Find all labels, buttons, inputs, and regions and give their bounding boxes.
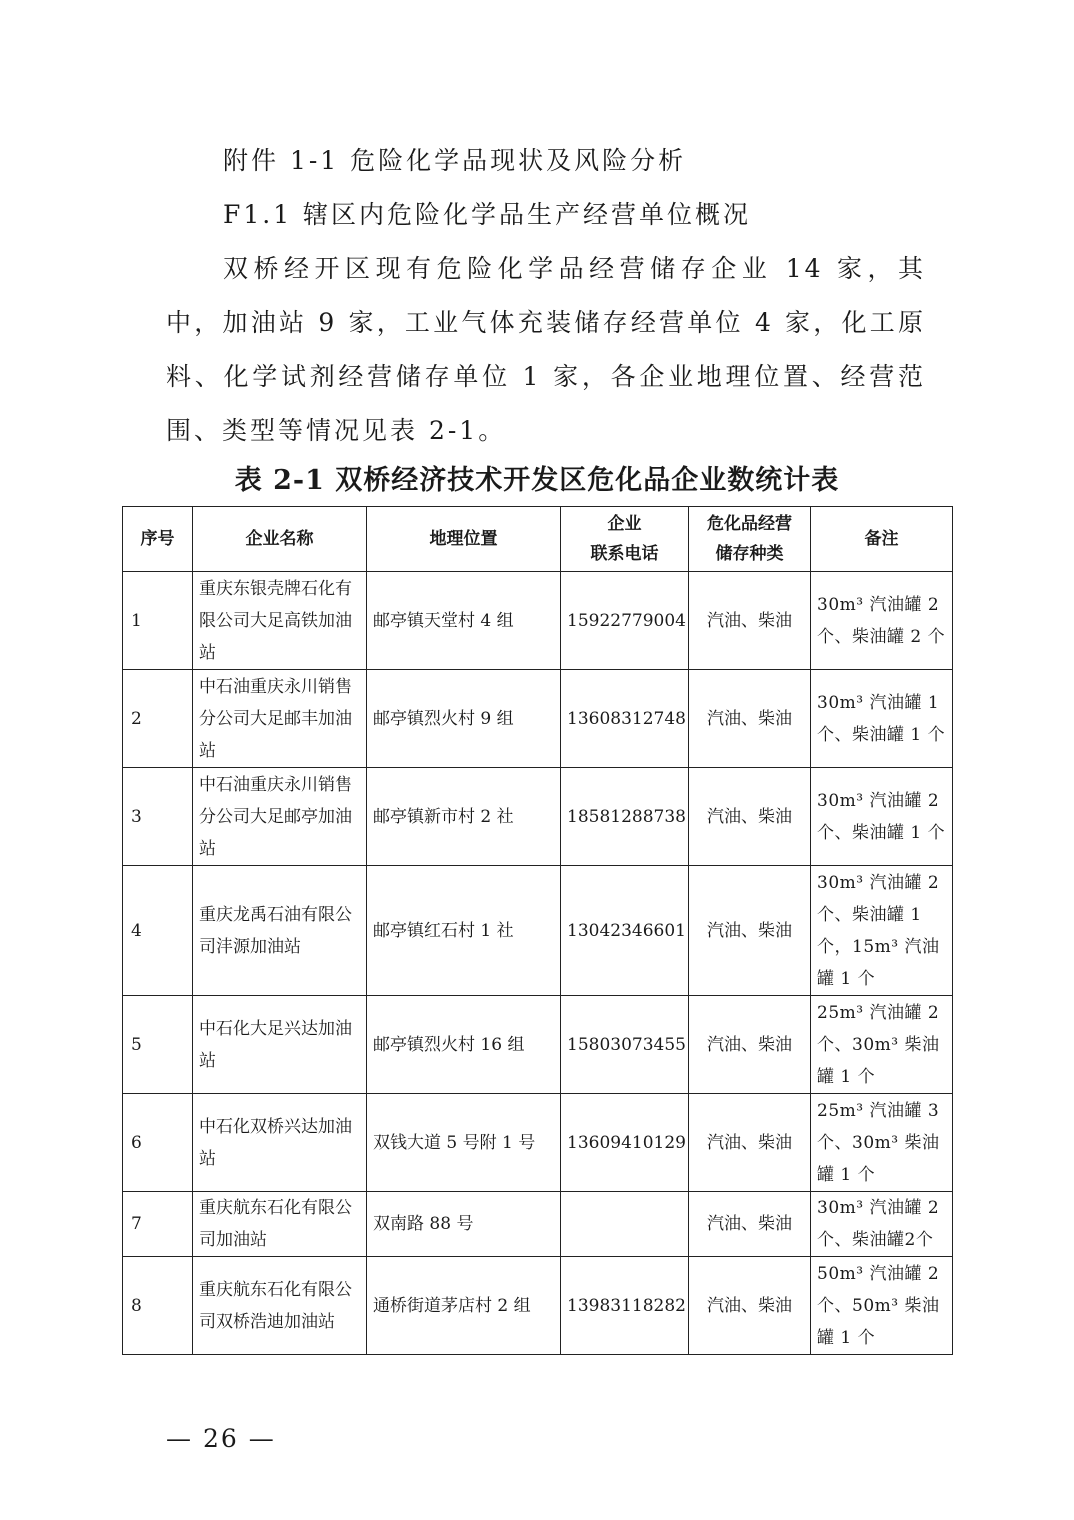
cell-location: 邮亭镇新市村 2 社: [367, 768, 561, 866]
cell-type: 汽油、柴油: [689, 670, 811, 768]
cell-index: 1: [123, 572, 193, 670]
cell-location: 邮亭镇烈火村 16 组: [367, 996, 561, 1094]
cell-index: 2: [123, 670, 193, 768]
cell-type: 汽油、柴油: [689, 1257, 811, 1355]
table-row: [123, 572, 953, 670]
cell-type: 汽油、柴油: [689, 768, 811, 866]
table-row: [123, 1257, 953, 1355]
cell-company: 中石化双桥兴达加油站: [193, 1094, 367, 1192]
page-number: — 26 —: [166, 1424, 276, 1453]
cell-type: 汽油、柴油: [689, 572, 811, 670]
cell-note: 25m³ 汽油罐 2 个、30m³ 柴油罐 1 个: [811, 996, 953, 1094]
table-row: [123, 670, 953, 768]
table-header-row: [123, 507, 953, 572]
cell-company: 中石化大足兴达加油站: [193, 996, 367, 1094]
cell-phone: [561, 1192, 689, 1257]
cell-index: 3: [123, 768, 193, 866]
cell-index: 4: [123, 866, 193, 996]
cell-phone: 18581288738: [561, 768, 689, 866]
cell-type: 汽油、柴油: [689, 866, 811, 996]
header-location: 地理位置: [367, 507, 561, 572]
cell-note: 25m³ 汽油罐 3 个、30m³ 柴油罐 1 个: [811, 1094, 953, 1192]
cell-note: 50m³ 汽油罐 2 个、50m³ 柴油罐 1 个: [811, 1257, 953, 1355]
cell-phone: 15803073455: [561, 996, 689, 1094]
cell-company: 重庆东银壳牌石化有限公司大足高铁加油站: [193, 572, 367, 670]
body-paragraph: 双桥经开区现有危险化学品经营储存企业 14 家，其中，加油站 9 家，工业气体充装储存经营单位 4 家，化工原料、化学试剂经营储存单位 1 家，各企业地理位置、经营范围、类型等情况见表 2-1。: [166, 254, 926, 445]
cell-phone: 13983118282: [561, 1257, 689, 1355]
cell-phone: 13042346601: [561, 866, 689, 996]
cell-index: 7: [123, 1192, 193, 1257]
cell-company: 重庆航东石化有限公司双桥浩迪加油站: [193, 1257, 367, 1355]
cell-company: 中石油重庆永川销售分公司大足邮亭加油站: [193, 768, 367, 866]
cell-index: 5: [123, 996, 193, 1094]
cell-type: 汽油、柴油: [689, 1094, 811, 1192]
table-row: [123, 996, 953, 1094]
cell-note: 30m³ 汽油罐 2 个、柴油罐2个: [811, 1192, 953, 1257]
cell-note: 30m³ 汽油罐 2 个、柴油罐 1 个: [811, 768, 953, 866]
cell-type: 汽油、柴油: [689, 996, 811, 1094]
cell-phone: 13608312748: [561, 670, 689, 768]
table-row: [123, 768, 953, 866]
cell-phone: 13609410129: [561, 1094, 689, 1192]
cell-location: 邮亭镇红石村 1 社: [367, 866, 561, 996]
cell-note: 30m³ 汽油罐 1 个、柴油罐 1 个: [811, 670, 953, 768]
cell-phone: 15922779004: [561, 572, 689, 670]
cell-location: 邮亭镇天堂村 4 组: [367, 572, 561, 670]
cell-company: 重庆航东石化有限公司加油站: [193, 1192, 367, 1257]
table-row: [123, 866, 953, 996]
header-phone: 企业 联系电话: [561, 507, 689, 572]
cell-location: 通桥街道茅店村 2 组: [367, 1257, 561, 1355]
header-type: 危化品经营 储存种类: [689, 507, 811, 572]
section-heading: F1.1 辖区内危险化学品生产经营单位概况: [223, 200, 752, 229]
cell-location: 邮亭镇烈火村 9 组: [367, 670, 561, 768]
cell-type: 汽油、柴油: [689, 1192, 811, 1257]
cell-company: 重庆龙禹石油有限公司沣源加油站: [193, 866, 367, 996]
cell-index: 6: [123, 1094, 193, 1192]
cell-note: 30m³ 汽油罐 2 个、柴油罐 2 个: [811, 572, 953, 670]
header-company: 企业名称: [193, 507, 367, 572]
cell-index: 8: [123, 1257, 193, 1355]
cell-location: 双钱大道 5 号附 1 号: [367, 1094, 561, 1192]
table-row: [123, 1192, 953, 1257]
table-row: [123, 1094, 953, 1192]
cell-company: 中石油重庆永川销售分公司大足邮丰加油站: [193, 670, 367, 768]
header-index: 序号: [123, 507, 193, 572]
appendix-heading: 附件 1-1 危险化学品现状及风险分析: [223, 146, 687, 175]
cell-location: 双南路 88 号: [367, 1192, 561, 1257]
header-note: 备注: [811, 507, 953, 572]
cell-note: 30m³ 汽油罐 2 个、柴油罐 1 个，15m³ 汽油罐 1 个: [811, 866, 953, 996]
table-caption: 表 2-1 双桥经济技术开发区危化品企业数统计表: [234, 465, 840, 496]
enterprise-table: [122, 506, 953, 1355]
